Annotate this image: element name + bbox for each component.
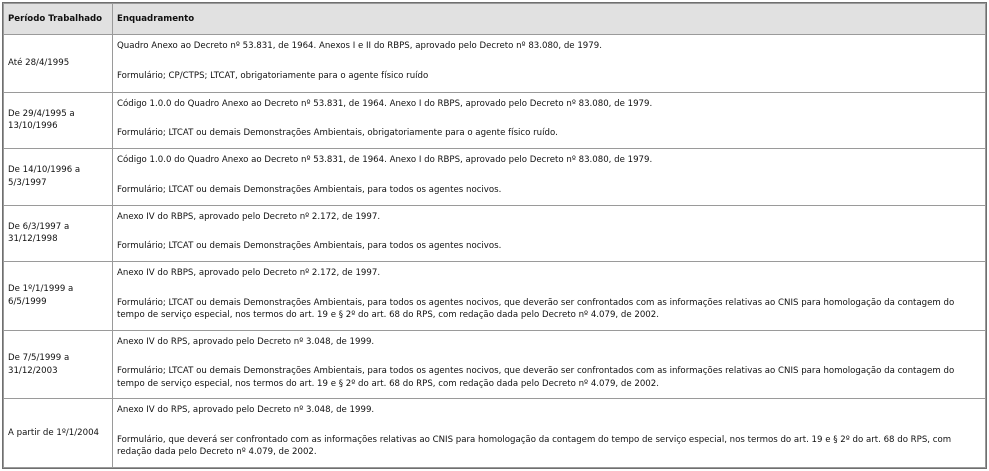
table-row [4,399,986,468]
enquadramento-text: Anexo IV do RBPS, aprovado pelo Decreto nº 2.172, de 1997. [117,211,381,222]
enquadramento-text: Código 1.0.0 do Quadro Anexo ao Decreto nº 53.831, de 1964. Anexo I do RBPS, aprovado pelo Decreto nº 83.080, de 1979. [117,155,653,166]
enquadramento-text: Anexo IV do RPS, aprovado pelo Decreto nº 3.048, de 1999. [117,405,375,416]
table-row [4,330,986,399]
enquadramento-cell [113,205,986,262]
periodo-cell: De 6/3/1997 a 31/12/1998 [4,205,113,262]
header-enquadramento: Enquadramento [113,4,986,35]
formulario-text: Formulário, que deverá ser confrontado com as informações relativas ao CNIS para homologação da contagem do tempo de serviço especial, nos termos do art. 19 e § 2º do art. 68 do RPS, com redação dada pelo Decreto nº 4.079, de 2002. [117,434,952,458]
formulario-text: Formulário; CP/CTPS; LTCAT, obrigatoriamente para o agente físico ruído [117,70,429,81]
periodo-cell: De 1º/1/1999 a 6/5/1999 [4,262,113,331]
table-row [4,149,986,206]
enquadramento-cell [113,149,986,206]
periodo-cell: De 29/4/1995 a 13/10/1996 [4,92,113,149]
table-row [4,262,986,331]
enquadramento-text: Quadro Anexo ao Decreto nº 53.831, de 1964. Anexos I e II do RBPS, aprovado pelo Decreto nº 83.080, de 1979. [117,41,602,51]
enquadramento-cell [113,92,986,149]
enquadramento-cell [113,262,986,331]
table-header-row [4,4,986,35]
enquadramento-text: Código 1.0.0 do Quadro Anexo ao Decreto nº 53.831, de 1964. Anexo I do RBPS, aprovado pelo Decreto nº 83.080, de 1979. [117,98,653,109]
periodo-cell: De 14/10/1996 a 5/3/1997 [4,149,113,206]
formulario-text: Formulário; LTCAT ou demais Demonstrações Ambientais, para todos os agentes nocivos, que deverão ser confrontados com as informações relativas ao CNIS para homologação da contagem do tempo de serviço especial, nos termos do art. 19 e § 2º do art. 68 do RPS, com redação dada pelo Decreto nº 4.079, de 2002. [117,297,955,321]
table-row [4,205,986,262]
formulario-text: Formulário; LTCAT ou demais Demonstrações Ambientais, para todos os agentes nocivos, que deverão ser confrontados com as informações relativas ao CNIS para homologação da contagem do tempo de serviço especial, nos termos do art. 19 e § 2º do art. 68 do RPS, com redação dada pelo Decreto nº 4.079, de 2002. [117,366,955,389]
formulario-text: Formulário; LTCAT ou demais Demonstrações Ambientais, para todos os agentes nocivos. [117,241,502,252]
formulario-text: Formulário; LTCAT ou demais Demonstrações Ambientais, para todos os agentes nocivos. [117,184,502,195]
enquadramento-cell [113,330,986,399]
periodo-cell: Até 28/4/1995 [4,35,113,93]
table-row [4,35,986,93]
header-periodo: Período Trabalhado [4,4,113,35]
table-row [4,92,986,149]
enquadramento-table [3,3,986,468]
enquadramento-cell [113,399,986,468]
enquadramento-text: Anexo IV do RPS, aprovado pelo Decreto nº 3.048, de 1999. [117,336,375,347]
enquadramento-cell [113,35,986,93]
periodo-cell: De 7/5/1999 a 31/12/2003 [4,330,113,399]
enquadramento-text: Anexo IV do RBPS, aprovado pelo Decreto nº 2.172, de 1997. [117,268,381,279]
enquadramento-table-container [2,2,987,469]
periodo-cell: A partir de 1º/1/2004 [4,399,113,468]
formulario-text: Formulário; LTCAT ou demais Demonstrações Ambientais, obrigatoriamente para o agente físico ruído. [117,128,558,139]
